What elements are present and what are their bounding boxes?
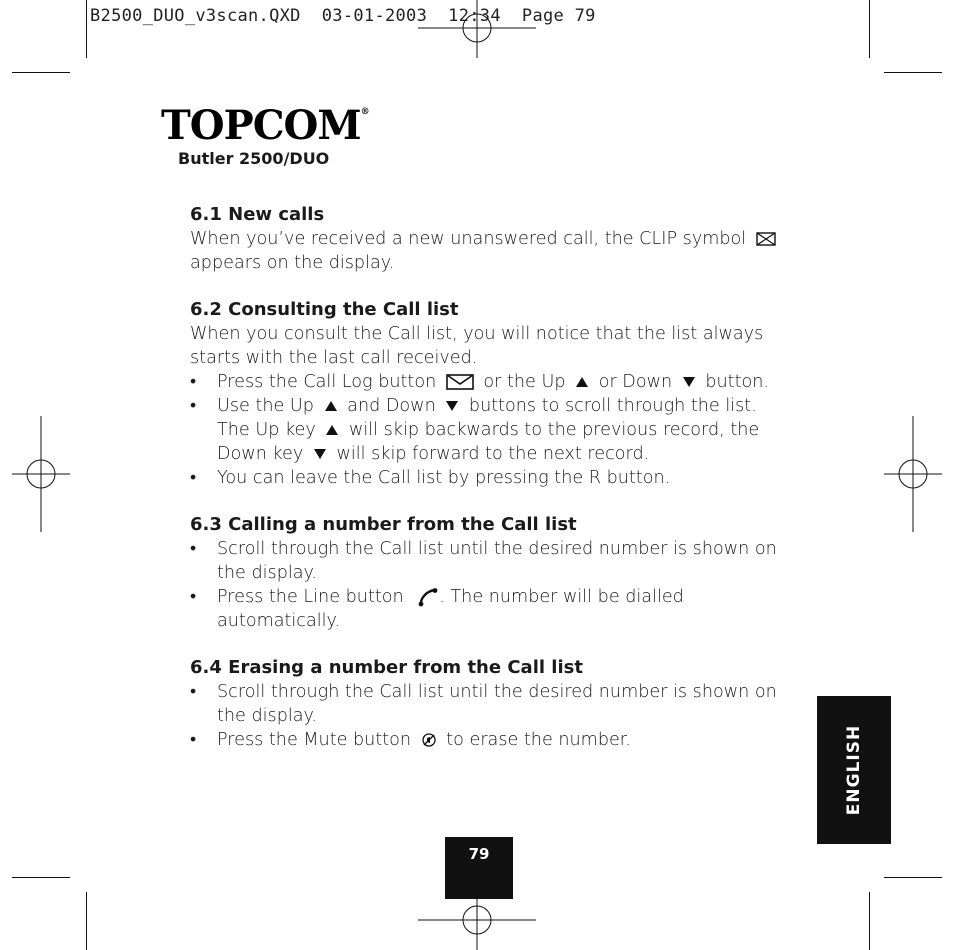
bullet-list bbox=[190, 370, 790, 490]
text: or Down bbox=[598, 372, 673, 392]
text: Press the Mute button bbox=[217, 730, 412, 750]
list-item bbox=[190, 394, 777, 466]
crop-mark bbox=[869, 0, 870, 58]
registration-mark bbox=[884, 416, 942, 532]
bullet-list bbox=[190, 680, 790, 752]
phone-handset-icon bbox=[417, 587, 439, 607]
page-number: 79 bbox=[468, 845, 490, 863]
envelope-icon bbox=[446, 374, 474, 390]
text: or the Up bbox=[483, 372, 566, 392]
crop-mark bbox=[12, 877, 70, 878]
logo-text: TOPCOM bbox=[161, 102, 361, 149]
list-item: • You can leave the Call list by pressing the R button. bbox=[190, 466, 790, 490]
section-title: 6.2 Consulting the Call list bbox=[190, 299, 459, 320]
text: Use the Up bbox=[217, 396, 314, 416]
section-title: 6.4 Erasing a number from the Call list bbox=[190, 657, 583, 678]
text: will skip backwards to the previous record, the Down key bbox=[217, 420, 760, 464]
registration-mark bbox=[12, 416, 70, 532]
up-arrow-icon bbox=[324, 400, 338, 412]
text: . The number will be dialled automatically. bbox=[217, 587, 684, 631]
crop-mark bbox=[884, 877, 942, 878]
crop-mark bbox=[12, 72, 70, 73]
brand-logo bbox=[161, 102, 369, 149]
list-item bbox=[190, 728, 790, 752]
page-number-box bbox=[445, 837, 513, 899]
text: appears on the display. bbox=[190, 253, 395, 273]
text: Press the Line button bbox=[217, 587, 404, 607]
file-slug: B2500_DUO_v3scan.QXD 03-01-2003 12:34 Page 79 bbox=[90, 6, 596, 26]
registration-mark bbox=[418, 0, 536, 58]
text: to erase the number. bbox=[446, 730, 632, 750]
text: and Down bbox=[347, 396, 436, 416]
language-label: ENGLISH bbox=[844, 724, 864, 816]
section-consulting bbox=[190, 298, 790, 490]
list-item: • Scroll through the Call list until the desired number is shown on the display. bbox=[190, 680, 782, 728]
section-new-calls bbox=[190, 203, 790, 275]
language-tab bbox=[817, 696, 891, 844]
text: will skip forward to the next record. bbox=[336, 444, 650, 464]
mute-icon bbox=[421, 732, 437, 748]
crop-mark bbox=[884, 72, 942, 73]
section-title: 6.3 Calling a number from the Call list bbox=[190, 514, 577, 535]
crop-mark bbox=[86, 0, 87, 58]
envelope-icon bbox=[756, 232, 776, 246]
down-arrow-icon bbox=[682, 376, 696, 388]
bullet-list bbox=[190, 537, 790, 633]
crop-mark bbox=[869, 892, 870, 950]
list-item bbox=[190, 370, 790, 394]
registered-mark: ® bbox=[360, 107, 369, 117]
down-arrow-icon bbox=[445, 400, 459, 412]
paragraph: When you consult the Call list, you will notice that the list always starts with the last call received. bbox=[190, 324, 764, 368]
up-arrow-icon bbox=[575, 376, 589, 388]
text: button. bbox=[705, 372, 769, 392]
section-calling bbox=[190, 513, 790, 633]
crop-mark bbox=[86, 892, 87, 950]
text: buttons to scroll through the list. The Up key bbox=[217, 396, 757, 440]
text: Press the Call Log button bbox=[217, 372, 437, 392]
down-arrow-icon bbox=[313, 448, 327, 460]
registration-mark bbox=[418, 892, 536, 950]
model-name: Butler 2500/DUO bbox=[178, 149, 330, 168]
list-item bbox=[190, 585, 687, 633]
section-erasing bbox=[190, 656, 790, 752]
text: When you’ve received a new unanswered call, the CLIP symbol bbox=[190, 229, 747, 249]
paragraph bbox=[190, 227, 790, 275]
section-title: 6.1 New calls bbox=[190, 204, 325, 225]
manual-content bbox=[190, 203, 790, 775]
up-arrow-icon bbox=[325, 424, 339, 436]
list-item: • Scroll through the Call list until the desired number is shown on the display. bbox=[190, 537, 782, 585]
